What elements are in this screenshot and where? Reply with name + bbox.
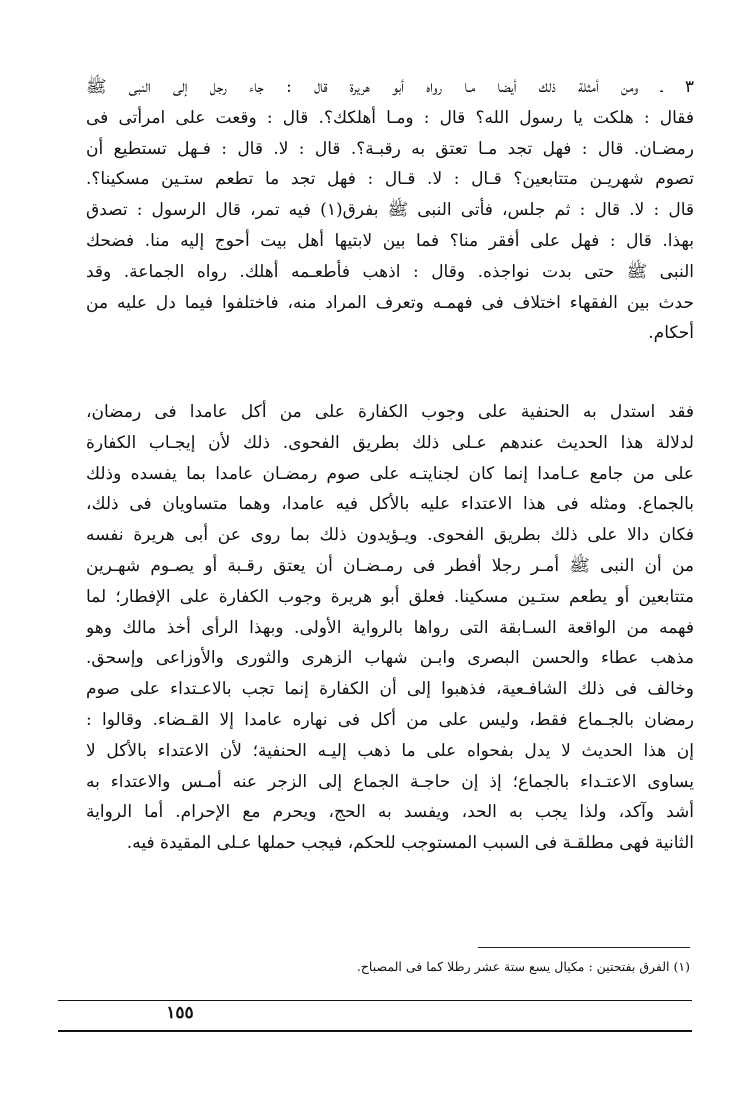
text-line: بالجماع. ومثله فى هذا الاعتداء عليه بالأكل فيه عامدا، وهما متساويان فى ذلك، [86, 494, 694, 515]
footnote-divider [478, 947, 690, 948]
text-line: قال : لا. قال : ثم جلس، فأتى النبى ﷺ بفرق(١) فيه تمر، قال الرسول : تصدق [86, 200, 694, 221]
text-line: لدلالة هذا الحديث عندهم عـلى ذلك بطريق الفحوى. ذلك لأن إيجـاب الكفارة [86, 432, 694, 453]
text-line: النبى ﷺ حتى بدت نواجذه. وقال : اذهب فأطعـمه أهلك. رواه الجماعة. وقد [86, 261, 694, 282]
text-line: أحكام. [648, 323, 694, 344]
footer-rule-top [58, 1000, 692, 1001]
text-line: على من جامع عـامدا إنما كان لجنايتـه على صوم رمضـان عامدا بما يفسده وذلك [86, 463, 694, 484]
text-line: رمضان بالجـماع فقط، وليس على من أكل فى نهاره عامدا إلا القـضاء. وقالوا : [86, 709, 694, 730]
text-line: الثانية فهى مطلقـة فى السبب المستوجب للحكم، فيجب حملها عـلى المقيدة فيه. [126, 833, 694, 854]
text-line: رمضـان. قال : فهل تجد مـا تعتق به رقبـة؟. قال : لا. قال : فـهل تستطيع أن [86, 138, 694, 159]
text-line: وخالف فى ذلك الشافـعية، فذهبوا إلى أن الكفارة إنما تجب بالاعـتداء على صوم [86, 679, 694, 700]
text-line: حدث بين الفقهاء اختلاف فى فهمـه وتعرف المراد منه، فاختلفوا فيما دل عليه من [86, 292, 694, 313]
footnote: (١) الفرق بفتحتين : مكيال يسع ستة عشر رطلا كما فى المصباح. [356, 959, 690, 974]
paragraph-1 [86, 72, 694, 349]
text-line: من أن النبى ﷺ أمـر رجلا أفطر فى رمـضـان أن يعتق رقـبة أو يصـوم شهـرين [86, 555, 694, 576]
text-line: ٣ ـ ومن أمثلة ذلك أيضا مـا رواه أبو هريرة قال : جاء رجل إلى النبى ﷺ [86, 77, 694, 97]
footer-rule-bottom [58, 1030, 692, 1032]
text-line: فهمه من الواقعة السـابقة التى رواها بالرواية الأولى. وبهذا الرأى أخذ مالك وهو [86, 617, 694, 638]
text-line: بهذا. قال : فهل على أفقر منا؟ فما بين لابتيها أهل بيت أحوج إليه منا. فضحك [86, 230, 694, 251]
paragraph-2 [86, 397, 694, 859]
text-line: تصوم شهريـن متتابعين؟ قـال : لا. قـال : فهل تجد ما تطعم ستـين مسكينا؟. [86, 169, 694, 190]
text-line: أشد وآكد، ولذا يجب به الحد، ويفسد به الحج، ويحرم مع الإحرام. أما الرواية [86, 802, 694, 823]
text-line: مذهب عطاء والحسن البصرى وابـن شهاب الزهرى والثورى والأوزاعى وإسحق. [86, 648, 694, 669]
page-number: ١٥٥ [166, 1003, 194, 1023]
text-line: فكان دالا على ذلك بطريق الفحوى. ويـؤيدون ذلك بما روى عن أبى هريرة نفسه [86, 525, 694, 546]
text-line: فقال : هلكت يا رسول الله؟ قال : ومـا أهلكك؟. قال : وقعت على امرأتى فى [86, 107, 694, 128]
text-line: يساوى الاعتـداء بالجماع؛ إذ إن حاجـة الجماع إلى الزجر عنه أمـس والاعتداء به [86, 771, 694, 792]
text-line: فقد استدل به الحنفية على وجوب الكفارة على من أكل عامدا فى رمضان، [86, 402, 694, 422]
text-line: إن هذا الحديث لا يدل بفحواه على ما ذهب إليـه الحنفية؛ لأن الاعتداء بالأكل لا [86, 740, 694, 761]
text-line: متتابعين أو يطعم ستـين مسكينا. فعلق أبو هريرة وجوب الكفارة على الإفطار؛ لما [86, 586, 694, 607]
